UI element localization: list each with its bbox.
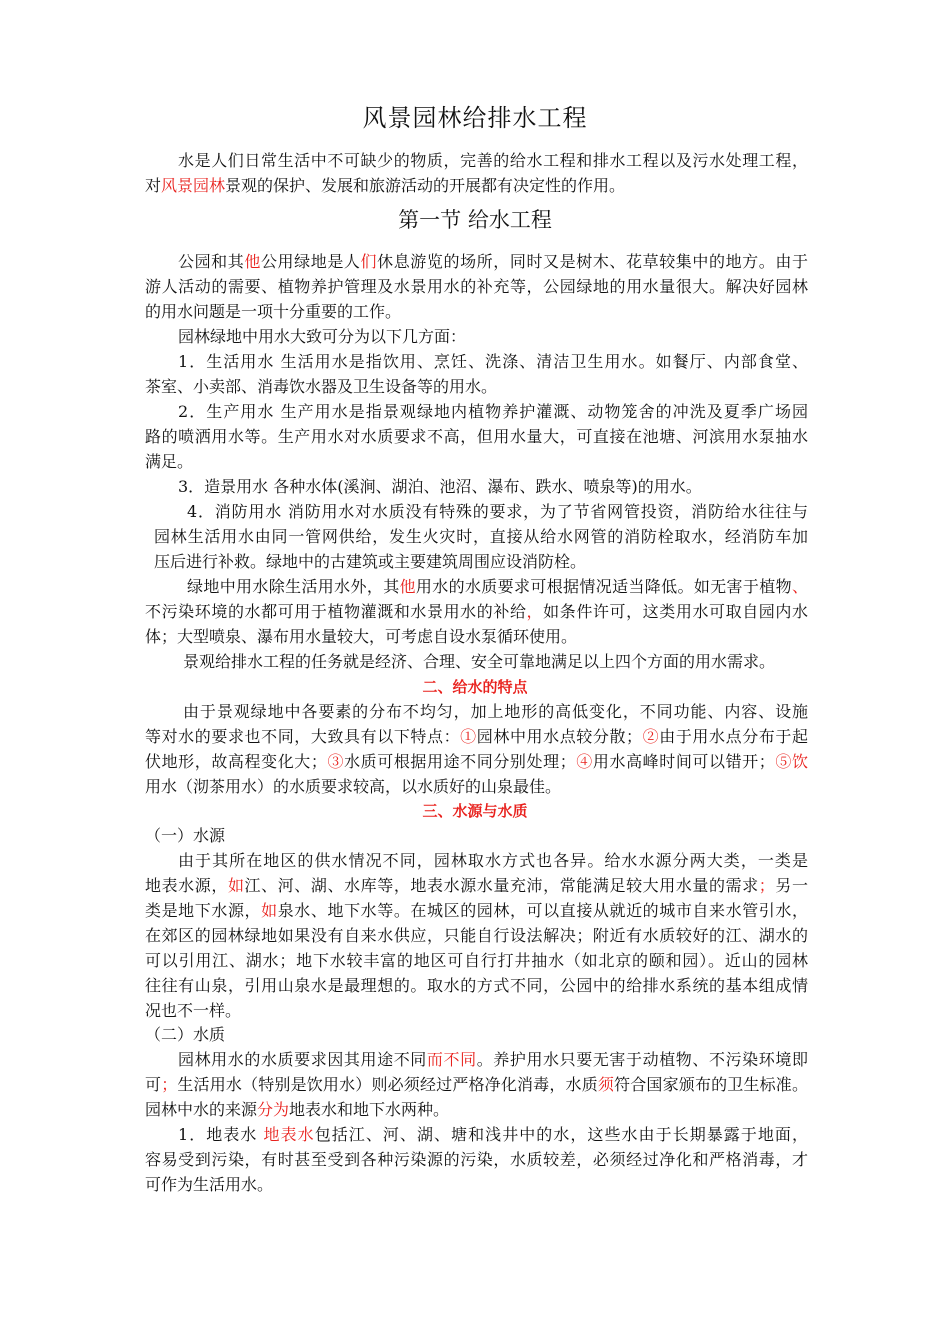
text-run: 包括江、河、湖、塘和浅井中的水，这些水由于长期暴露于地面，	[314, 1125, 808, 1144]
item-2-line-2: 路的喷洒用水等。生产用水对水质要求不高，但用水量大，可直接在池塘、河滨用水泵抽水	[145, 427, 808, 446]
paragraph-7-line-3	[145, 1098, 449, 1123]
text-run: 水质可根据用途不同分别处理；	[344, 752, 576, 771]
heading-3: 三、水源与水质	[422, 802, 528, 820]
paragraph-6-line-5: 可以引用江、湖水；地下水较丰富的地区可自行打井抽水（如北京的颐和园）。近山的园林	[145, 951, 808, 970]
text-run: 公用绿地是人	[260, 252, 361, 271]
text-run: 伏地形，故高程变化大；	[145, 752, 327, 771]
red-text-run: 如	[227, 876, 245, 895]
red-text-run: 他	[399, 577, 416, 596]
red-text-run: 风景园林	[161, 176, 226, 195]
text-run: 公园和其	[178, 252, 245, 271]
red-text-run: 们	[360, 252, 378, 271]
item-4-line-2: 园林生活用水由同一管网供给，发生火灾时，直接从给水网管的消防栓取水，经消防车加	[154, 527, 808, 546]
text-run: 1．地表水	[178, 1125, 264, 1144]
paragraph-3-line-2	[145, 600, 808, 625]
heading-2: 二、给水的特点	[422, 678, 528, 696]
paragraph-7-line-1	[178, 1048, 808, 1073]
paragraph-4: 景观给排水工程的任务就是经济、合理、安全可靠地满足以上四个方面的用水需求。	[183, 652, 776, 671]
paragraph-6-line-3	[145, 899, 808, 924]
red-text-run: 而不同	[426, 1050, 477, 1069]
paragraph-1-line-2: 游人活动的需要、植物养护管理及水景用水的补充等，公园绿地的用水量很大。解决好园林	[145, 277, 808, 296]
paragraph-5-line-4: 用水（沏茶用水）的水质要求较高，以水质好的山泉最佳。	[145, 777, 562, 796]
red-text-run: 他	[244, 252, 261, 271]
paragraph-3-line-1	[187, 575, 808, 600]
item-5-line-1	[178, 1123, 808, 1148]
subheading-water-quality: （二）水质	[145, 1025, 226, 1044]
red-text-run: 分为	[257, 1100, 290, 1119]
red-text-run: ；	[758, 876, 775, 895]
text-run: 泉水、地下水等。在城区的园林，可以直接从就近的城市自来水管引水，	[277, 901, 808, 920]
item-4-line-1: 4．消防用水 消防用水对水质没有特殊的要求，为了节省网管投资，消防给水往往与	[187, 502, 808, 521]
red-text-run: ，	[526, 602, 544, 621]
text-run: 地表水源，	[145, 876, 228, 895]
text-run: 。养护用水只要无害于动植物、不污染环境即	[476, 1050, 808, 1069]
text-run: 用水高峰时间可以错开；	[592, 752, 775, 771]
text-run: 休息游览的场所，同时又是树木、花草较集中的地方。由于	[377, 252, 808, 271]
paragraph-1-line-1	[178, 250, 808, 275]
red-text-run: ④	[575, 752, 593, 771]
text-run: 等对水的要求也不同，大致具有以下特点：	[145, 727, 461, 746]
intro-line-1: 水是人们日常生活中不可缺少的物质，完善的给水工程和排水工程以及污水处理工程，	[178, 151, 808, 170]
text-run: 符合国家颁布的卫生标准。	[614, 1075, 808, 1094]
paragraph-3-line-3: 体；大型喷泉、瀑布用水量较大，可考虑自设水泵循环使用。	[145, 627, 578, 646]
text-run: 园林中用水点较分散；	[476, 727, 643, 746]
section-title: 第一节 给水工程	[398, 208, 552, 232]
red-text-run: 、	[791, 577, 808, 596]
item-4-line-3: 压后进行补救。绿地中的古建筑或主要建筑周围应设消防栓。	[154, 552, 587, 571]
text-run: 类是地下水源，	[145, 901, 262, 920]
red-text-run: ③	[326, 752, 345, 771]
paragraph-7-line-2	[145, 1073, 808, 1098]
paragraph-6-line-6: 往往有山泉，引用山泉水是最理想的。取水的方式不同，公园中的给排水系统的基本组成情	[145, 976, 808, 995]
intro-line-2	[145, 174, 625, 199]
text-run: 绿地中用水除生活用水外，其	[187, 577, 400, 596]
text-run: 如条件许可，这类用水可取自园内水	[543, 602, 808, 621]
paragraph-6-line-2	[145, 874, 808, 899]
paragraph-6-line-4: 在郊区的园林绿地如果没有自来水供应，只能自行设法解决；附近有水质较好的江、湖水的	[145, 926, 808, 945]
text-run: 用水的水质要求可根据情况适当降低。如无害于植物	[415, 577, 792, 596]
paragraph-2: 园林绿地中用水大致可分为以下几方面：	[178, 327, 467, 346]
item-2-line-1: 2．生产用水 生产用水是指景观绿地内植物养护灌溉、动物笼舍的冲洗及夏季广场园	[178, 402, 808, 421]
text-run: 地表水和地下水两种。	[289, 1100, 450, 1119]
red-text-run: ；	[161, 1075, 178, 1094]
text-run: 另一	[774, 876, 808, 895]
red-text-run: 须	[597, 1075, 615, 1094]
item-1-line-1: 1．生活用水 生活用水是指饮用、烹饪、洗涤、清洁卫生用水。如餐厅、内部食堂、	[178, 352, 808, 371]
text-run: 由于用水点分布于起	[659, 727, 808, 746]
item-2-line-3: 满足。	[145, 452, 194, 471]
item-5-line-3: 可作为生活用水。	[145, 1175, 274, 1194]
red-text-run: ①	[460, 727, 477, 746]
item-1-line-2: 茶室、小卖部、消毒饮水器及卫生设备等的用水。	[145, 377, 498, 396]
text-run: 可	[145, 1075, 162, 1094]
text-run: 园林用水的水质要求因其用途不同	[178, 1050, 427, 1069]
paragraph-6-line-1: 由于其所在地区的供水情况不同，园林取水方式也各异。给水水源分两大类，一类是	[178, 851, 808, 870]
red-text-run: ⑤饮	[774, 752, 808, 771]
text-run: 对	[145, 176, 162, 195]
text-run: 不污染环境的水都可用于植物灌溉和水景用水的补给	[145, 602, 527, 621]
paragraph-5-line-1: 由于景观绿地中各要素的分布不均匀，加上地形的高低变化，不同功能、内容、设施	[183, 702, 808, 721]
text-run: 江、河、湖、水库等，地表水源水量充沛，常能满足较大用水量的需求	[244, 876, 759, 895]
paragraph-6-line-7: 况也不一样。	[145, 1001, 242, 1020]
red-text-run: ②	[642, 727, 660, 746]
red-text-run: 如	[261, 901, 278, 920]
text-run: 生活用水（特别是饮用水）则必须经过严格净化消毒，水质	[177, 1075, 598, 1094]
text-run: 园林中水的来源	[145, 1100, 258, 1119]
paragraph-1-line-3: 的用水问题是一项十分重要的工作。	[145, 302, 402, 321]
paragraph-5-line-3	[145, 750, 808, 775]
document-title: 风景园林给排水工程	[362, 104, 588, 132]
text-run: 景观的保护、发展和旅游活动的开展都有决定性的作用。	[225, 176, 626, 195]
item-5-line-2: 容易受到污染，有时甚至受到各种污染源的污染，水质较差，必须经过净化和严格消毒，才	[145, 1150, 808, 1169]
red-text-run: 地表水	[263, 1125, 315, 1144]
subheading-water-source: （一）水源	[145, 826, 226, 845]
item-3: 3．造景用水 各种水体(溪涧、湖泊、池沼、瀑布、跌水、喷泉等)的用水。	[178, 477, 702, 496]
paragraph-5-line-2	[145, 725, 808, 750]
